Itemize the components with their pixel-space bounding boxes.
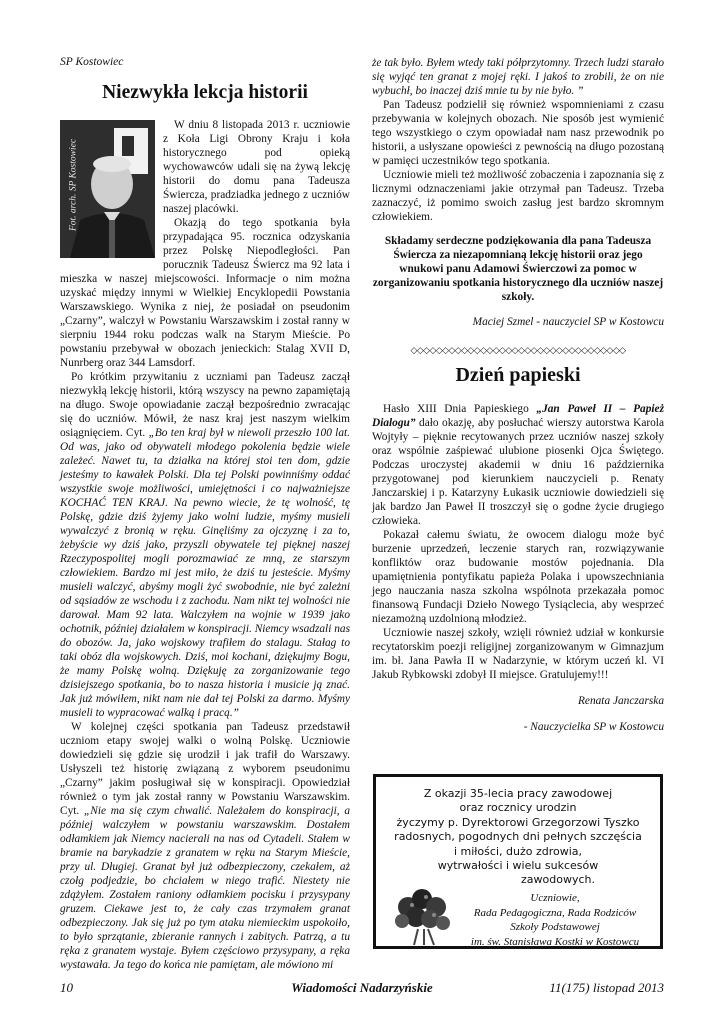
greeting-line: radosnych, pogodnych dni pełnych szczęścia	[394, 830, 642, 844]
section-tag: SP Kostowiec	[60, 56, 124, 68]
quote: „Nie ma się czym chwalić. Należałem do konspiracji, a później walczyłem w powstaniu warszawskim. Dostałem odłamkiem jak Niemcy nacierali na nas od Cytadeli. Stałem w bramie na barykadzie z granatem w ręku na Starym Mieście, przy ul. Długiej. Granat był już odbezpieczony, czekałem, aż czołg podjedzie, bo chciałem w niego trafić. Niestety nie zdążyłem. Zostałem raniony odłamkiem pocisku i przysypany gruzem. Ciekawe jest to, że cały czas trzymałem granat odbezpieczony. Jak się już po tym ataku niemieckim uspokoiło, to było sprzątanie, zbieranie rannych i zabitych. Patrzą, a tu ręka z granatem wystaje. Byłem częściowo przysypany, a ręka wystawała. Ja tego do końca nie pamiętam, ale mówiono mi	[60, 805, 350, 971]
author-signature-name: Renata Janczarska	[577, 695, 664, 708]
paragraph: Uczniowie mieli też możliwość zobaczenia i zapoznania się z licznymi odznaczeniami jakie otrzymał pan Tadeusz. Trzeba zaznaczyć, iż pomimo swoich zasług jest bardzo skromnym człowiekiem.	[372, 169, 664, 223]
signature-line: Szkoły Podstawowej	[510, 921, 600, 933]
page-number: 10	[60, 980, 73, 995]
paragraph	[60, 370, 350, 720]
greeting-box	[373, 774, 663, 949]
greeting-line: zawodowych.	[521, 873, 595, 887]
flower-bouquet-icon	[388, 885, 458, 947]
author-signature-role: - Nauczycielka SP w Kostowcu	[523, 720, 664, 733]
paragraph-lead: W kolejnej części spotkania pan Tadeusz przedstawił uczniom etapy swojej walki o wolną Polskę. Uczniowie dowiedzieli się gdzie się urodził i jak trafił do Warszawy. Usłyszeli też historię związaną z wyborem pseudonimu „Czarny” jakim posługiwał się w konspiracji. Opowiedział również o tym jak został ranny w Powstaniu Warszawskim. Cyt.	[60, 721, 350, 817]
greeting-message	[386, 787, 650, 888]
signature-line: im. św. Stanisława Kostki w Kostowcu	[470, 935, 640, 948]
paragraph	[60, 720, 350, 972]
greeting-signature	[458, 891, 652, 949]
diamond-separator: ◇◇◇◇◇◇◇◇◇◇◇◇◇◇◇◇◇◇◇◇◇◇◇◇◇◇◇◇◇◇◇◇◇◇	[410, 345, 626, 356]
article-title: Dzień papieski	[455, 364, 581, 387]
thanks-note: Składamy serdeczne podziękowania dla pana Tadeusza Świercza za niezapomnianą lekcję historii oraz jego wnukowi panu Adamowi Świerczowi za pomoc w zorganizowaniu spotkania historycznego dla uczniów naszej szkoły.	[372, 235, 664, 303]
publication-name: Wiadomości Nadarzyńskie	[291, 980, 433, 995]
paragraph: Pan Tadeusz podzielił się również wspomnieniami z czasu przebywania w kolejnych obozach. Nie sposób jest wymienić tego wszystkiego o czym opowiadał nam nasz przewodnik po historii, a usłyszane opowieści z pewnością na długo pozostaną w pamięci uczestników tego spotkania.	[372, 99, 664, 167]
paragraph: Pokazał całemu światu, że owocem dialogu może być burzenie uprzedzeń, leczenie starych ran, rozwiązywanie konfliktów oraz budowanie mostów pojednania. Dla upamiętnienia pontyfikatu papieża Polaka i upowszechniania jego nauczania nasza szkolna wspólnota przekazała pomoc finansową Fundacji Dzieło Nowego Tysiąclecia, aby wesprzeć niezamożną uzdolnioną młodzież.	[372, 529, 664, 626]
author-signature: Maciej Szmel - nauczyciel SP w Kostowcu	[472, 316, 664, 329]
signature-line: Uczniowie,	[530, 892, 580, 904]
greeting-line: wytrwałości i wielu sukcesów	[437, 859, 599, 873]
portrait-photo	[60, 120, 155, 258]
motto: „Jan Paweł II – Papież Dialogu”	[372, 403, 664, 430]
quote-continuation: że tak było. Byłem wtedy taki półprzytomny. Trzech ludzi starało się wyjąć ten granat z mojej ręki. I jakoś to zrobili, że on nie wybuchł, bo inaczej dziś mnie tu by nie było. ”	[372, 57, 664, 97]
left-column	[60, 56, 350, 972]
greeting-line: oraz rocznicy urodzin	[459, 801, 577, 815]
paragraph: Uczniowie naszej szkoły, wzięli również udział w konkursie recytatorskim poezji religijnej zorganizowanym w Gimnazjum im. bł. Jana Pawła II w Nadarzynie, w którym uczeń kl. VI Jakub Rybkowski zdobył II miejsce. Gratulujemy!!!	[372, 627, 664, 682]
paragraph-lead: Hasło XIII Dnia Papieskiego	[383, 403, 529, 416]
paragraph-body: dało okazję, aby posłuchać wierszy autorstwa Karola Wojtyły – pięknie recytowanych przez uczniów naszej szkoły oraz wspólnie zaśpiewać ulubione piosenki Ojca Świętego. Podczas uroczystej akademii w dniu 16 października przygotowanej pod kierunkiem nauczycieli p. Renaty Janczarskiej i p. Katarzyny Łukasik uczniowie dowiedzieli się jak bardzo Jan Paweł II troszczył się o godne życie drugiego człowieka.	[372, 417, 664, 528]
greeting-line: Z okazji 35-lecia pracy zawodowej	[423, 787, 613, 800]
paragraph: Okazją do tego spotkania była przypadająca 95. rocznica odzyskania przez Polskę Niepodległości. Pan porucznik Tadeusz Świercz ma 92 lata i mieszka w naszej miejscowości. Informacje o nim można uzyskać między innymi w Wielkiej Encyklopedii Powstania Warszawskiego. Wynika z niej, że posiadał on pseudonim „Czarny”, walczył w Powstaniu Warszawskim i został ranny w sierpniu 1944 roku podczas walk na Starym Mieście. Po powstaniu przebywał w obozach jenieckich: Stalag XVII D, Nunrberg oraz 344 Lamsdorf.	[60, 217, 350, 369]
greeting-line: i miłości, dużo zdrowia,	[453, 844, 583, 858]
quote: „Bo ten kraj był w niewoli przeszło 100 lat. Od was, jako od obywateli młodego pokolenia będzie wiele zależeć. Nawet tu, ta działka na której stoi ten dom, gdzie jesteśmy to kawałek Polski. Dla tej Polski powinniśmy oddać wszystkie swoje możliwości, umiejętności i co najważniejsze KOCHAĆ TEN KRAJ. Na pewno wiecie, że tę wolność, tę Polskę, gdzie dziś żyjemy jako wolni ludzie, myśmy musieli wywalczyć z bronią w ręku. Ginęliśmy za ojczyznę i za to, żebyście wy dziś jako, przyszli obywatele tej pięknej naszej Rzeczypospolitej mogli porozmawiać ze mną, ze starszym człowiekiem. Bardzo mi jest miło, że dziś tu jesteście. Myśmy musieli walczyć, abyśmy mogli żyć swobodnie, nie być zależni od sąsiadów ze wschodu i z zachodu. Nam nikt tej wolności nie darował. Mam 92 lata. Walczyłem na wojnie w 1939 jako ochotnik, później działałem w konspiracji. Niemcy wsadzali nas do obozów. Ja, jako wojskowy trafiłem do stalagu. Stałag to taki obóz dla wojskowych. Dziś, moi kochani, dziękujmy Bogu, że mamy Polskę wolną. Dziękuję za zorganizowanie tego dzisiejszego spotkania, bo to nasza historia i musicie ją znać. Jak już mówiłem, nikt nam nie dał tej Polski za darmo. Myśmy musieli to wypracować walką i pracą.”	[60, 427, 350, 719]
article-title: Niezwykła lekcja historii	[102, 82, 308, 103]
greeting-line: życzymy p. Dyrektorowi Grzegorzowi Tyszko	[396, 815, 640, 829]
paragraph: W dniu 8 listopada 2013 r. uczniowie z Koła Ligi Obrony Kraju i koła historycznego pod opieką wychowawców udali się na żywą lekcję historii do domu pana Tadeusza Świercza, pradziadka jednego z uczniów naszej placówki.	[163, 119, 350, 215]
paragraph-lead: Po krótkim przywitaniu z uczniami pan Tadeusz zaczął niezwykłą lekcję historii, którą wszyscy na pewno zapamiętają na długo. Swoje opowiadanie zaczął bezpośrednio zwracając się do uczniów. Mówił, że nasz kraj jest naszym wielkim osiągnięciem. Cyt.	[60, 371, 350, 439]
signature-line: Rada Pedagogiczna, Rada Rodziców	[473, 906, 637, 919]
paragraph	[372, 402, 664, 528]
photo-credit: Fot. arch. SP Kostowiec	[68, 138, 79, 232]
issue-info: 11(175) listopad 2013	[549, 980, 664, 995]
right-column	[372, 56, 664, 745]
